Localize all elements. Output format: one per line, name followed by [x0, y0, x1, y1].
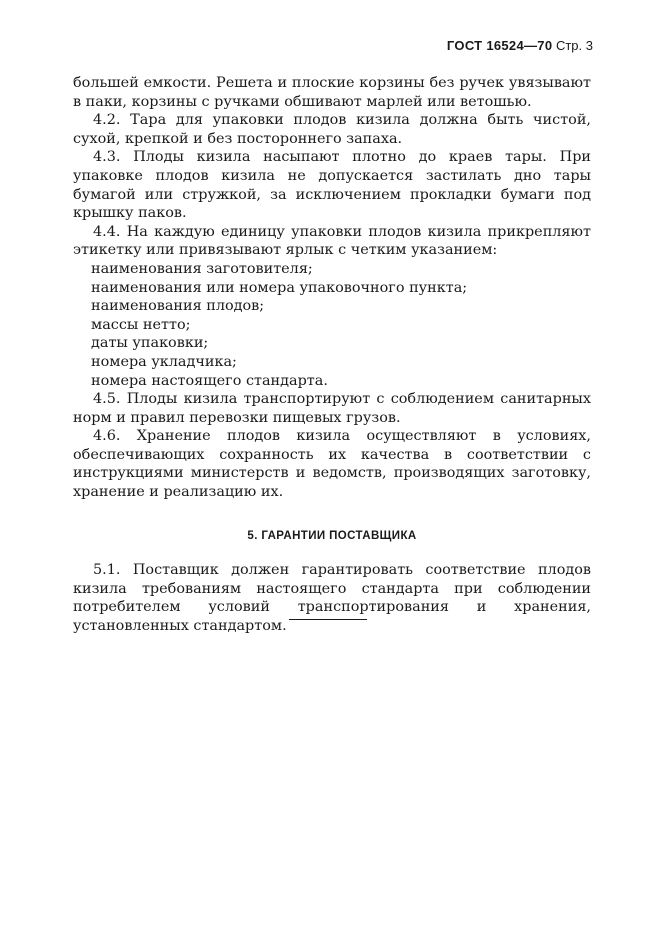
label-requirements-list — [73, 260, 591, 390]
list-item: номера укладчика; — [91, 353, 237, 370]
list-item: массы нетто; — [91, 316, 191, 333]
paragraph-4-2: 4.2. Тара для упаковки плодов кизила должна быть чистой, сухой, крепкой и без постороннего запаха. — [73, 112, 591, 147]
page-header — [447, 38, 593, 53]
list-item: наименования или номера упаковочного пункта; — [91, 279, 468, 296]
list-item: даты упаковки; — [91, 335, 209, 352]
end-rule — [289, 619, 367, 620]
standard-number: ГОСТ 16524—70 — [446, 38, 553, 53]
document-body — [73, 74, 591, 636]
list-item: наименования плодов; — [91, 298, 265, 315]
paragraph-continuation: большей емкости. Решета и плоские корзины без ручек увязывают в паки, корзины с ручками обшивают марлей или ветошью. — [73, 75, 591, 110]
paragraph-5-1: 5.1. Поставщик должен гарантировать соответствие плодов кизила требованиям настоящего стандарта при соблюдении потребителем условий транспортирования и хранения, установленных стандартом. — [73, 562, 591, 635]
paragraph-4-4: 4.4. На каждую единицу упаковки плодов кизила прикрепляют этикетку или привязывают ярлык с четким указанием: — [73, 223, 591, 259]
paragraph-4-6: 4.6. Хранение плодов кизила осуществляют в условиях, обеспечивающих сохранность их качества в соответствии с инструкциями министерств и ведомств, производящих заготовку, хранение и реализацию их. — [73, 428, 591, 501]
list-item: номера настоящего стандарта. — [91, 372, 328, 389]
section-title: 5. ГАРАНТИИ ПОСТАВЩИКА — [247, 529, 417, 542]
list-item: наименования заготовителя; — [91, 260, 313, 277]
paragraph-4-3: 4.3. Плоды кизила насыпают плотно до краев тары. При упаковке плодов кизила не допускается застилать дно тары бумагой или стружкой, за исключением прокладки бумаги под крышку паков. — [73, 149, 591, 222]
page-number: Стр. 3 — [555, 38, 593, 53]
paragraph-4-5: 4.5. Плоды кизила транспортируют с соблюдением санитарных норм и правил перевозки пищевых грузов. — [73, 391, 591, 426]
